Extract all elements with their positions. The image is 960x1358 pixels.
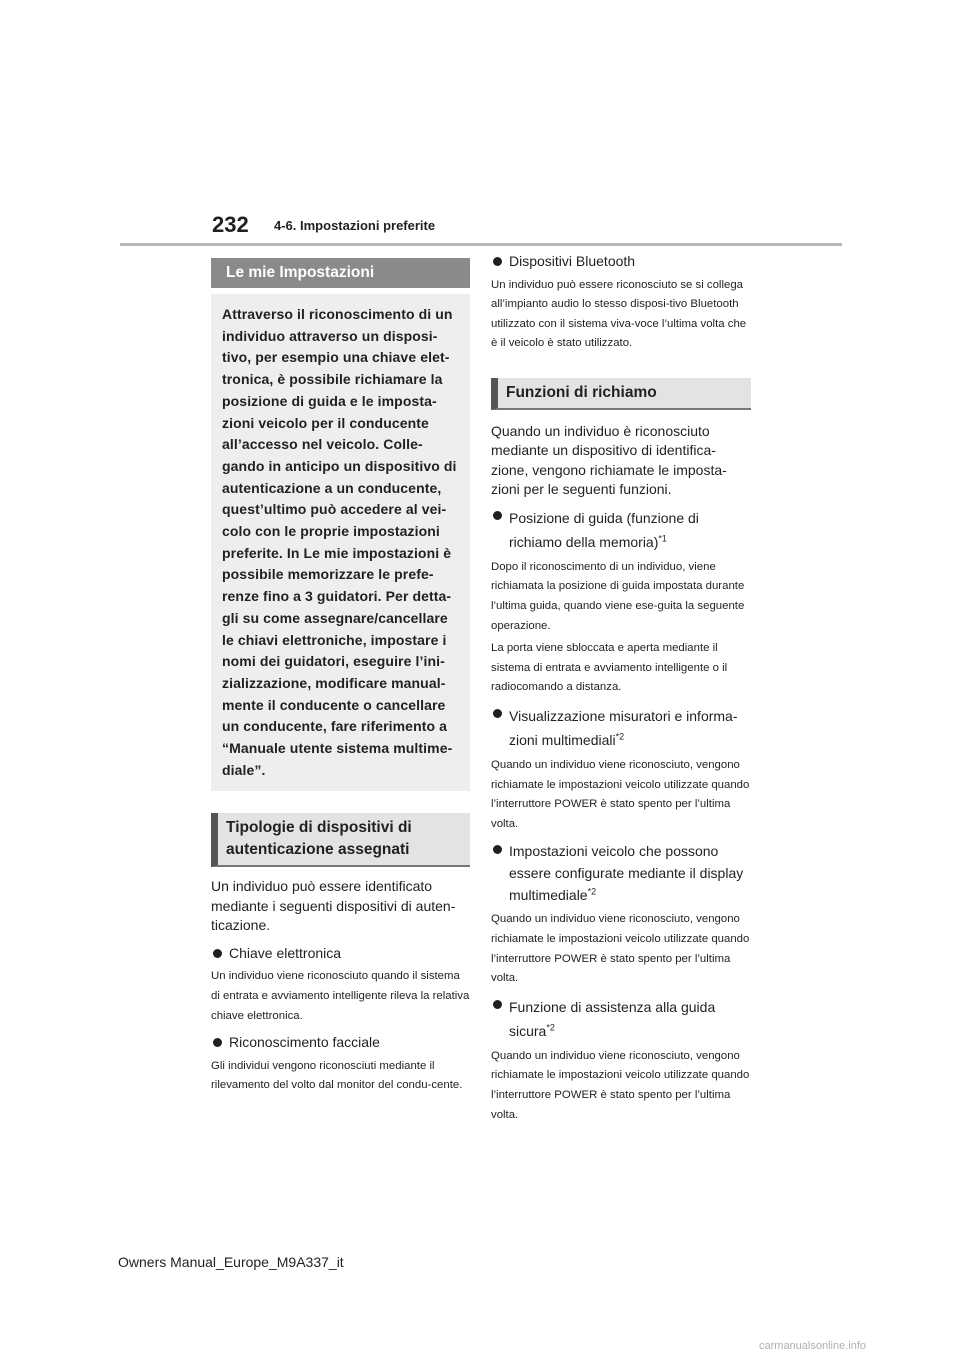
driving-position-text-1: Dopo il riconoscimento di un individuo, viene richiamata la posizione di guida impostata durante l’ultima guida, quando viene ese-guita la seguente operazione.: [491, 560, 745, 632]
summary-line: renze fino a 3 guidatori. Per detta-: [222, 588, 452, 605]
footnote-ref-2a: *2: [615, 731, 625, 742]
summary-line: nomi dei guidatori, eseguire l’ini-: [222, 653, 445, 670]
heading-device-types: Tipologie di dispositivi di autenticazione assegnati: [211, 813, 470, 867]
bullet-face-recognition: Riconoscimento facciale: [211, 1033, 470, 1053]
electronic-key-text: Un individuo viene riconosciuto quando il sistema di entrata e avviamento intelligente rileva la relativa chiave elettronica.: [211, 970, 470, 1022]
footer-manual-id: Owners Manual_Europe_M9A337_it: [118, 1254, 344, 1270]
summary-line: all’accesso nel veicolo. Colle-: [222, 436, 423, 453]
bullet-electronic-key: Chiave elettronica: [211, 944, 470, 964]
summary-line: posizione di guida e le imposta-: [222, 392, 437, 409]
vehicle-settings-text: Quando un individuo viene riconosciuto, vengono richiamate le impostazioni veicolo utilizzate quando l’interruttore POWER è stato spento per l’ultima volta.: [491, 913, 750, 985]
footnote-ref-2c: *2: [546, 1022, 555, 1033]
left-column: [211, 258, 470, 1096]
heading-le-mie-impostazioni: Le mie Impostazioni: [211, 258, 470, 288]
bullet-meter-display: [491, 704, 751, 752]
summary-line: zioni veicolo per il conducente: [222, 414, 429, 431]
watermark: carmanualsonline.info: [759, 1340, 867, 1352]
summary-line: le chiavi elettroniche, impostare i: [222, 631, 447, 648]
summary-line: preferite. In Le mie impostazioni è: [222, 544, 452, 561]
summary-line: Attraverso il riconoscimento di un: [222, 306, 453, 322]
summary-line: “Manuale utente sistema multime-: [222, 740, 453, 757]
section-title: 4-6. Impostazioni preferite: [274, 218, 436, 233]
footnote-ref-1: *1: [658, 533, 667, 544]
bullet-bluetooth: Dispositivi Bluetooth: [491, 252, 751, 272]
devices-intro: Un individuo può essere identificato mediante i seguenti dispositivi di auten-ticazione.: [211, 878, 456, 934]
safety-assist-text: Quando un individuo viene riconosciuto, vengono richiamate le impostazioni veicolo utilizzate quando l’interruttore POWER è stato spento per l’ultima volta.: [491, 1049, 750, 1121]
driving-position-title: Posizione di guida (funzione di richiamo della memoria): [509, 509, 699, 550]
header-divider: [120, 243, 842, 246]
heading-recall-functions: Funzioni di richiamo: [491, 378, 751, 410]
page-number: 232: [212, 212, 249, 237]
safety-assist-title: Funzione di assistenza alla guida sicura: [509, 998, 716, 1039]
meter-display-text: Quando un individuo viene riconosciuto, vengono richiamate le impostazioni veicolo utilizzate quando l’interruttore POWER è stato spento per l’ultima volta.: [491, 759, 750, 830]
bullet-vehicle-settings: [491, 840, 751, 906]
summary-line: tivo, per esempio una chiave elet-: [222, 349, 450, 366]
face-recognition-text: Gli individui vengono riconosciuti mediante il rilevamento del volto dal monitor del condu-cente.: [211, 1059, 463, 1092]
summary-line: possibile memorizzare le prefe-: [222, 566, 434, 583]
summary-box: [211, 294, 470, 791]
summary-line: tronica, è possibile richiamare la: [222, 371, 443, 388]
summary-line: un conducente, fare riferimento a: [222, 718, 448, 735]
summary-line: mente il conducente o cancellare: [222, 696, 446, 713]
summary-line: gli su come assegnare/cancellare: [222, 609, 448, 626]
driving-position-text-2: La porta viene sbloccata e aperta mediante il sistema di entrata e avviamento intelligente o il radiocomando a distanza.: [491, 642, 728, 694]
summary-line: gando in anticipo un dispositivo di: [222, 457, 457, 474]
bluetooth-text: Un individuo può essere riconosciuto se si collega all’impianto audio lo stesso disposi-tivo Bluetooth utilizzato con il sistema viva-voce l’ultima volta che è il veicolo è stato utilizzato.: [491, 278, 747, 350]
summary-line: quest’ultimo può accedere al vei-: [222, 501, 447, 518]
summary-line: diale”.: [222, 761, 266, 778]
bullet-safety-assist: [491, 995, 751, 1043]
summary-line: zializzazione, modificare manual-: [222, 674, 446, 691]
summary-line: autenticazione a un conducente,: [222, 479, 442, 496]
summary-line: individuo attraverso un disposi-: [222, 327, 438, 344]
summary-line: colo con le proprie impostazioni: [222, 523, 440, 540]
recall-intro: Quando un individuo è riconosciuto mediante un dispositivo di identifica-zione, vengono richiamate le imposta-zioni per le seguenti funzioni.: [491, 422, 727, 498]
footnote-ref-2b: *2: [587, 886, 597, 897]
right-column: [491, 252, 751, 1125]
bullet-driving-position: [491, 506, 751, 554]
meter-display-title: Visualizzazione misuratori e informa-zioni multimediali: [509, 708, 738, 749]
vehicle-settings-title: Impostazioni veicolo che possono essere configurate mediante il display multimediale: [509, 843, 744, 904]
